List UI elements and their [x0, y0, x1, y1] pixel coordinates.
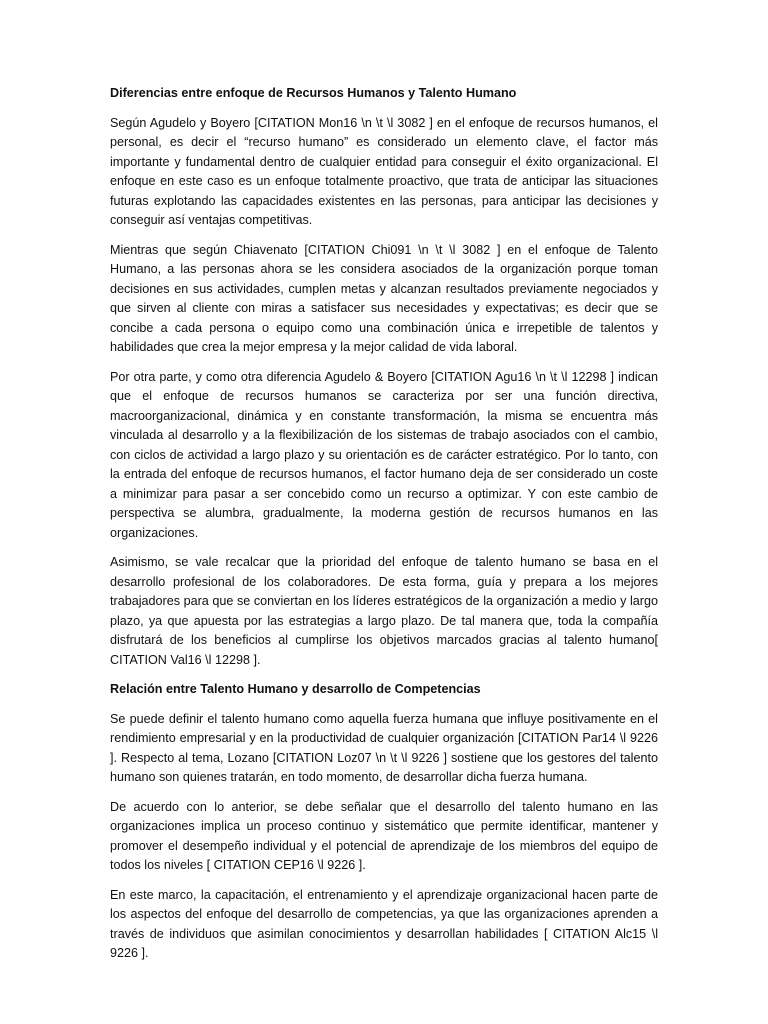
- paragraph-7: En este marco, la capacitación, el entrenamiento y el aprendizaje organizacional hacen parte de los aspectos del enfoque del desarrollo de competencias, ya que las organizaciones aprenden a través de individuos que asimilan conocimientos y desarrollan habilidades [ CITATION Alc15 \l 9226 ].: [110, 887, 658, 960]
- paragraph-5: Se puede definir el talento humano como aquella fuerza humana que influye positivamente en el rendimiento empresarial y en la productividad de cualquier organización [CITATION Par14 \l 9226 ]. Respecto al tema, Lozano [CITATION Loz07 \n \t \l 9226 ] sostiene que los gestores del talento humano son quienes tratarán, en todo momento, de desarrollar dicha fuerza humana.: [110, 711, 658, 784]
- paragraph-2: Mientras que según Chiavenato [CITATION Chi091 \n \t \l 3082 ] en el enfoque de Talento Humano, a las personas ahora se les considera asociados de la organización porque toman decisiones en sus actividades, cumplen metas y alcanzan resultados previamente negociados y que sirven al cliente con miras a satisfacer sus necesidades y expectativas; es decir que se concibe a cada persona o equipo como una combinación única e irrepetible de talentos y habilidades que crea la mejor empresa y la mejor calidad de vida laboral.: [110, 242, 658, 354]
- document-page: [110, 84, 658, 974]
- section-heading-relacion: Relación entre Talento Humano y desarrollo de Competencias: [110, 682, 481, 696]
- section-heading-diferencias: Diferencias entre enfoque de Recursos Humanos y Talento Humano: [110, 86, 517, 100]
- paragraph-6: De acuerdo con lo anterior, se debe señalar que el desarrollo del talento humano en las organizaciones implica un proceso continuo y sistemático que permite identificar, mantener y promover el desempeño individual y el potencial de aprendizaje de los miembros del equipo de todos los niveles [ CITATION CEP16 \l 9226 ].: [110, 799, 658, 872]
- paragraph-4: Asimismo, se vale recalcar que la prioridad del enfoque de talento humano se basa en el desarrollo profesional de los colaboradores. De esta forma, guía y prepara a los mejores trabajadores para que se conviertan en los líderes estratégicos de la organización a medio y largo plazo, ya que apuesta por las estrategias a largo plazo. De tal manera que, toda la compañía disfrutará de los beneficios al cumplirse los objetivos marcados gracias al talento humano[ CITATION Val16 \l 12298 ].: [110, 555, 658, 667]
- paragraph-1: Según Agudelo y Boyero [CITATION Mon16 \n \t \l 3082 ] en el enfoque de recursos humanos, el personal, es decir el “recurso humano” es considerado un elemento clave, el factor más importante y fundamental dentro de cualquier entidad para conseguir el éxito organizacional. El enfoque en este caso es un enfoque totalmente proactivo, que trata de anticipar las situaciones futuras explotando las capacidades existentes en las personas, para anticipar las decisiones y conseguir así ventajas competitivas.: [110, 115, 658, 227]
- paragraph-3: Por otra parte, y como otra diferencia Agudelo & Boyero [CITATION Agu16 \n \t \l 12298 ] indican que el enfoque de recursos humanos se caracteriza por ser una función directiva, macroorganizacional, dinámica y en constante transformación, la misma se encuentra más vinculada al desarrollo y a la flexibilización de los sistemas de trabajo asociados con el cambio, con ciclos de actividad a largo plazo y su orientación es de carácter estratégico. Por lo tanto, con la entrada del enfoque de recursos humanos, el factor humano deja de ser considerado un coste a minimizar para pasar a ser concebido como un recurso a optimizar. Y con este cambio de perspectiva se alumbra, gradualmente, la moderna gestión de recursos humanos en las organizaciones.: [110, 369, 658, 540]
